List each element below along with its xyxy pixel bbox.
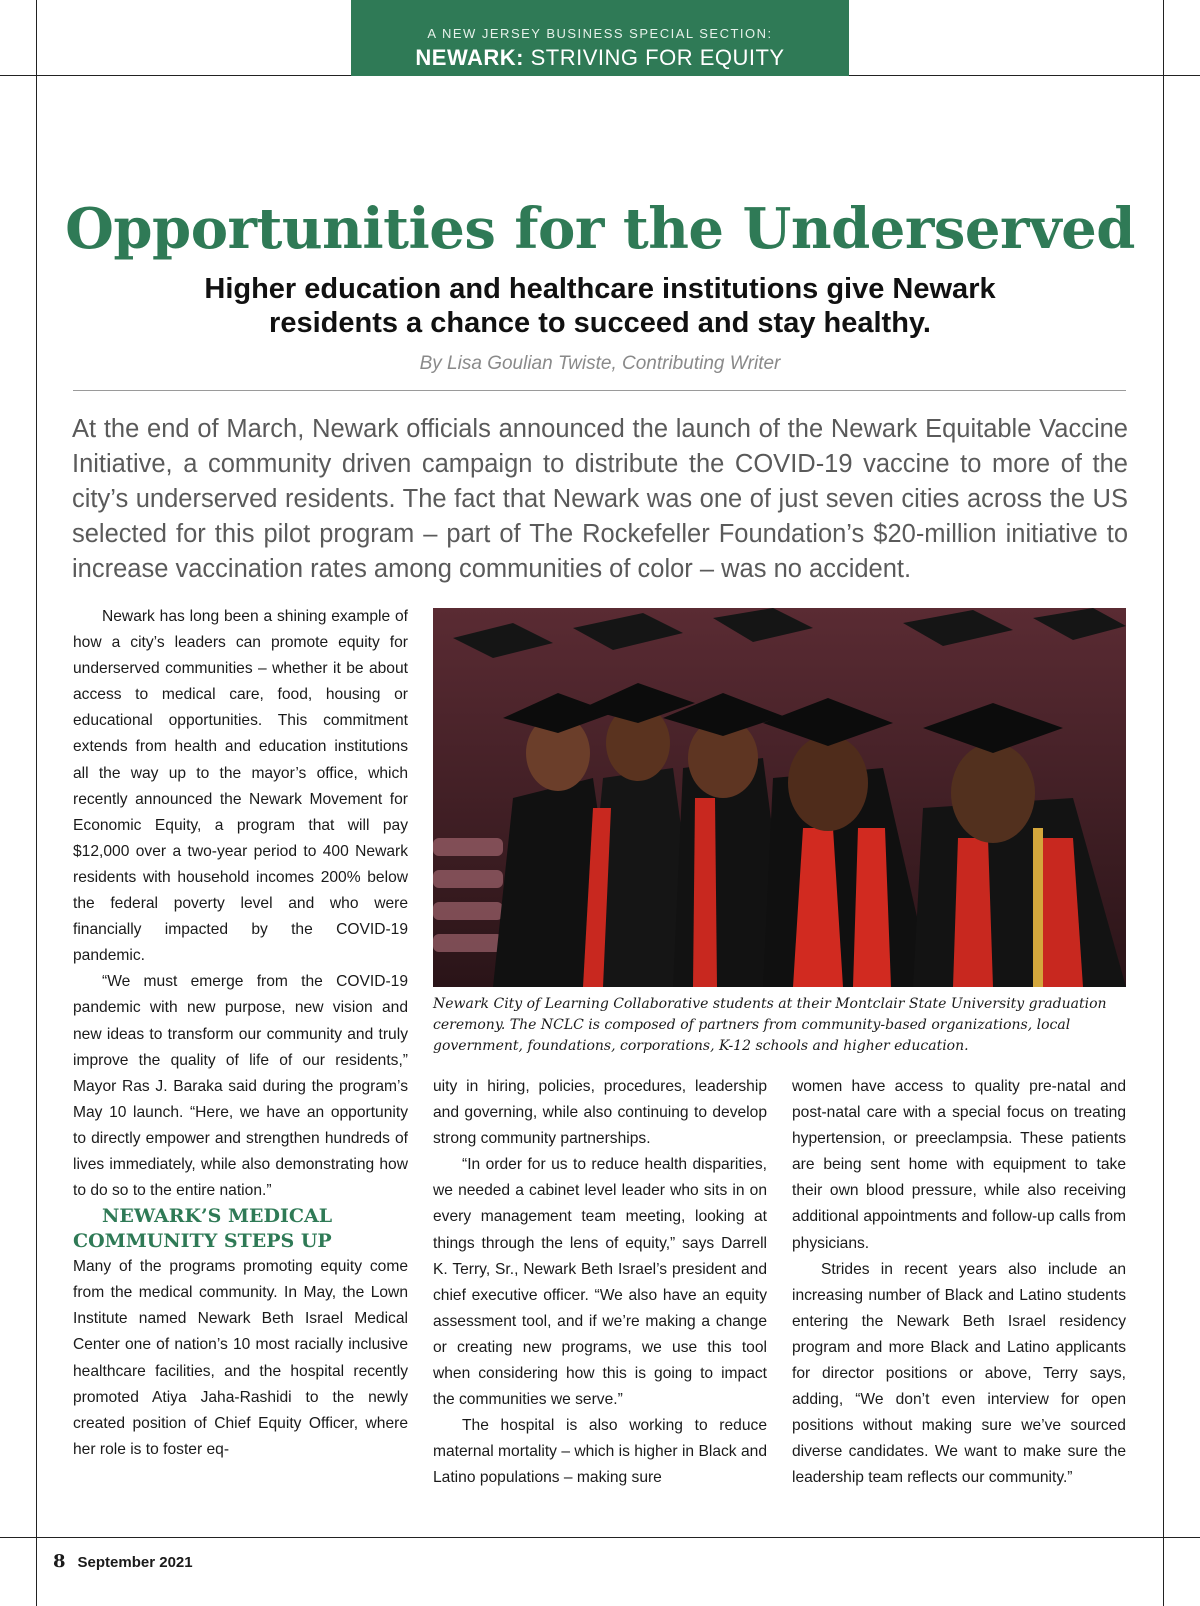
body-column-middle	[433, 1074, 767, 1492]
article-byline: By Lisa Goulian Twiste, Contributing Writer	[419, 353, 781, 374]
crop-mark-bottom	[0, 1537, 1200, 1538]
body-paragraph: Many of the programs promoting equity come from the medical community. In May, the Lown Institute named Newark Beth Israel Medical Center one of nation’s 10 most racially inclusive healthcare facilities, and the hospital recently promoted Atiya Jaha-Rashidi to the newly created position of Chief Equity Officer, where her role is to foster eq-	[73, 1258, 408, 1458]
body-paragraph: The hospital is also working to reduce maternal mortality – which is higher in Black and Latino populations – making sure	[433, 1417, 767, 1487]
article-lede: At the end of March, Newark officials announced the launch of the Newark Equitable Vaccine Initiative, a community driven campaign to distribute the COVID-19 vaccine to more of the city’s underserved residents. The fact that Newark was one of just seven cities across the US selected for this pilot program – part of The Rockefeller Foundation’s $20-million initiative to increase vaccination rates among communities of color – was no accident.	[72, 415, 1128, 583]
issue-date: September 2021	[77, 1554, 193, 1571]
body-paragraph: uity in hiring, policies, procedures, leadership and governing, while also continuing to develop strong community partnerships.	[433, 1078, 767, 1148]
section-subhead: NEWARK’S MEDICAL COMMUNITY STEPS UP	[73, 1205, 333, 1253]
article-title: Opportunities for the Underserved	[65, 196, 1135, 262]
byline-divider	[73, 390, 1126, 391]
body-paragraph: “We must emerge from the COVID-19 pandemic with new purpose, new vision and new ideas to transform our community and truly improve the quality of life of our residents,” Mayor Ras J. Baraka said during the program’s May 10 launch. “Here, we have an opportunity to directly empower and strengthen hundreds of lives immediately, while also demonstrating how to do so to the entire nation.”	[73, 973, 408, 1200]
section-title	[351, 45, 849, 71]
body-column-left	[73, 604, 408, 1463]
page-number: 8	[53, 1551, 66, 1572]
section-header-band	[351, 0, 849, 76]
body-paragraph: Strides in recent years also include an increasing number of Black and Latino students entering the Newark Beth Israel residency program and more Black and Latino applicants for director positions or above, Terry says, adding, “We don’t even interview for open positions without making sure we’ve sourced diverse candidates. We want to make sure the leadership team reflects our community.”	[792, 1260, 1126, 1487]
body-paragraph: “In order for us to reduce health disparities, we needed a cabinet level leader who sits in on every management team meeting, looking at things through the lens of equity,” says Darrell K. Terry, Sr., Newark Beth Israel’s president and chief executive officer. “We also have an equity assessment tool, and if we’re making a change or creating new programs, we use this tool when considering how this is going to impact the communities we serve.”	[433, 1156, 767, 1409]
body-paragraph: women have access to quality pre-natal and post-natal care with a special focus on treating hypertension, or preeclampsia. These patients are being sent home with equipment to take their own blood pressure, while also receiving additional appointments and follow-up calls from physicians.	[792, 1078, 1126, 1252]
section-title-bold: NEWARK:	[415, 45, 525, 70]
photo-caption: Newark City of Learning Collaborative students at their Montclair State University graduation ceremony. The NCLC is composed of partners from community-based organizations, local government, foundations, corporations, K-12 schools and higher education.	[433, 996, 1107, 1054]
article-subtitle: Higher education and healthcare institutions give Newark residents a chance to succeed and stay healthy.	[204, 273, 996, 339]
body-column-right	[792, 1074, 1126, 1492]
section-title-rest: STRIVING FOR EQUITY	[524, 45, 785, 70]
body-paragraph: Newark has long been a shining example of how a city’s leaders can promote equity for underserved communities – whether it be about access to medical care, food, housing or educational opportunities. This commitment extends from health and education institutions all the way up to the mayor’s office, which recently announced the Newark Movement for Economic Equity, a program that will pay $12,000 over a two-year period to 400 Newark residents with household incomes 200% below the federal poverty level and who were financially impacted by the COVID-19 pandemic.	[73, 608, 408, 965]
page-footer	[53, 1551, 193, 1572]
graduation-photo	[433, 608, 1126, 987]
section-kicker: A NEW JERSEY BUSINESS SPECIAL SECTION:	[427, 26, 773, 41]
